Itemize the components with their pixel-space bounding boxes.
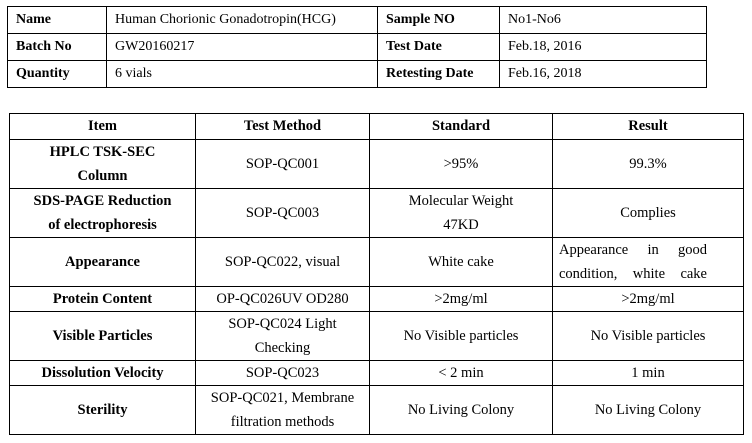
result-cell [553, 361, 744, 386]
item-column-header: Item [10, 114, 196, 140]
method-cell [196, 312, 370, 361]
standard-cell [370, 312, 553, 361]
method-line: SOP-QC021, Membrane [210, 390, 355, 406]
result-column-header: Result [553, 114, 744, 140]
item-line: HPLC TSK-SEC [49, 144, 156, 160]
method-line: OP-QC026UV OD280 [216, 291, 349, 307]
method-cell [196, 238, 370, 287]
result-line: condition, white cake [559, 266, 707, 282]
standard-line: 47KD [443, 217, 479, 233]
table-row [10, 312, 744, 361]
result-cell [553, 312, 744, 361]
item-line: Dissolution Velocity [41, 365, 164, 381]
result-cell [553, 238, 744, 287]
item-cell [10, 189, 196, 238]
method-cell [196, 386, 370, 435]
result-line: Complies [620, 205, 676, 221]
standard-cell [370, 361, 553, 386]
standard-line: No Visible particles [403, 328, 519, 344]
table-row [10, 386, 744, 435]
method-line: Checking [254, 340, 311, 356]
info-row [8, 34, 707, 61]
test-date-label: Test Date [378, 34, 500, 61]
retesting-date-label: Retesting Date [378, 61, 500, 88]
standard-cell [370, 189, 553, 238]
method-line: SOP-QC022, visual [224, 254, 341, 270]
info-row [8, 7, 707, 34]
result-line: 1 min [631, 365, 665, 381]
item-cell [10, 312, 196, 361]
item-cell [10, 238, 196, 287]
item-cell [10, 361, 196, 386]
method-cell [196, 287, 370, 312]
results-header-row [10, 114, 744, 140]
test-method-column-header: Test Method [196, 114, 370, 140]
method-cell [196, 140, 370, 189]
item-line: SDS-PAGE Reduction [33, 193, 172, 209]
retesting-date-value: Feb.16, 2018 [500, 61, 707, 88]
result-cell [553, 287, 744, 312]
table-row [10, 140, 744, 189]
standard-line: >95% [443, 156, 479, 172]
method-line: SOP-QC001 [245, 156, 320, 172]
result-line: Appearance in good [559, 242, 707, 258]
method-line: SOP-QC024 Light [228, 316, 337, 332]
item-cell [10, 287, 196, 312]
result-cell [553, 140, 744, 189]
batch-no-label: Batch No [8, 34, 107, 61]
item-line: Appearance [65, 254, 140, 270]
method-line: SOP-QC003 [245, 205, 320, 221]
item-cell [10, 386, 196, 435]
item-line: Column [77, 168, 128, 184]
name-label: Name [8, 7, 107, 34]
result-line: 99.3% [629, 156, 667, 172]
table-row [10, 361, 744, 386]
table-row [10, 189, 744, 238]
method-cell [196, 189, 370, 238]
standard-cell [370, 238, 553, 287]
item-line: Sterility [77, 402, 128, 418]
table-row [10, 287, 744, 312]
item-cell [10, 140, 196, 189]
standard-cell [370, 287, 553, 312]
standard-line: >2mg/ml [434, 291, 488, 307]
info-row [8, 61, 707, 88]
item-line: of electrophoresis [48, 217, 157, 233]
result-line: No Living Colony [594, 402, 702, 418]
standard-line: Molecular Weight [408, 193, 514, 209]
result-cell [553, 386, 744, 435]
standard-line: White cake [428, 254, 494, 270]
test-results-table [9, 113, 744, 435]
batch-no-value: GW20160217 [107, 34, 378, 61]
method-line: filtration methods [230, 414, 335, 430]
test-date-value: Feb.18, 2016 [500, 34, 707, 61]
standard-line: < 2 min [438, 365, 484, 381]
standard-column-header: Standard [370, 114, 553, 140]
method-cell [196, 361, 370, 386]
sample-no-label: Sample NO [378, 7, 500, 34]
method-line: SOP-QC023 [245, 365, 320, 381]
quantity-value: 6 vials [107, 61, 378, 88]
product-info-table [7, 6, 707, 88]
result-line: No Visible particles [590, 328, 706, 344]
name-value: Human Chorionic Gonadotropin(HCG) [107, 7, 378, 34]
standard-cell [370, 386, 553, 435]
sample-no-value: No1-No6 [500, 7, 707, 34]
item-line: Protein Content [52, 291, 153, 307]
table-row [10, 238, 744, 287]
result-line: >2mg/ml [621, 291, 675, 307]
standard-line: No Living Colony [407, 402, 515, 418]
standard-cell [370, 140, 553, 189]
result-cell [553, 189, 744, 238]
item-line: Visible Particles [52, 328, 153, 344]
quantity-label: Quantity [8, 61, 107, 88]
